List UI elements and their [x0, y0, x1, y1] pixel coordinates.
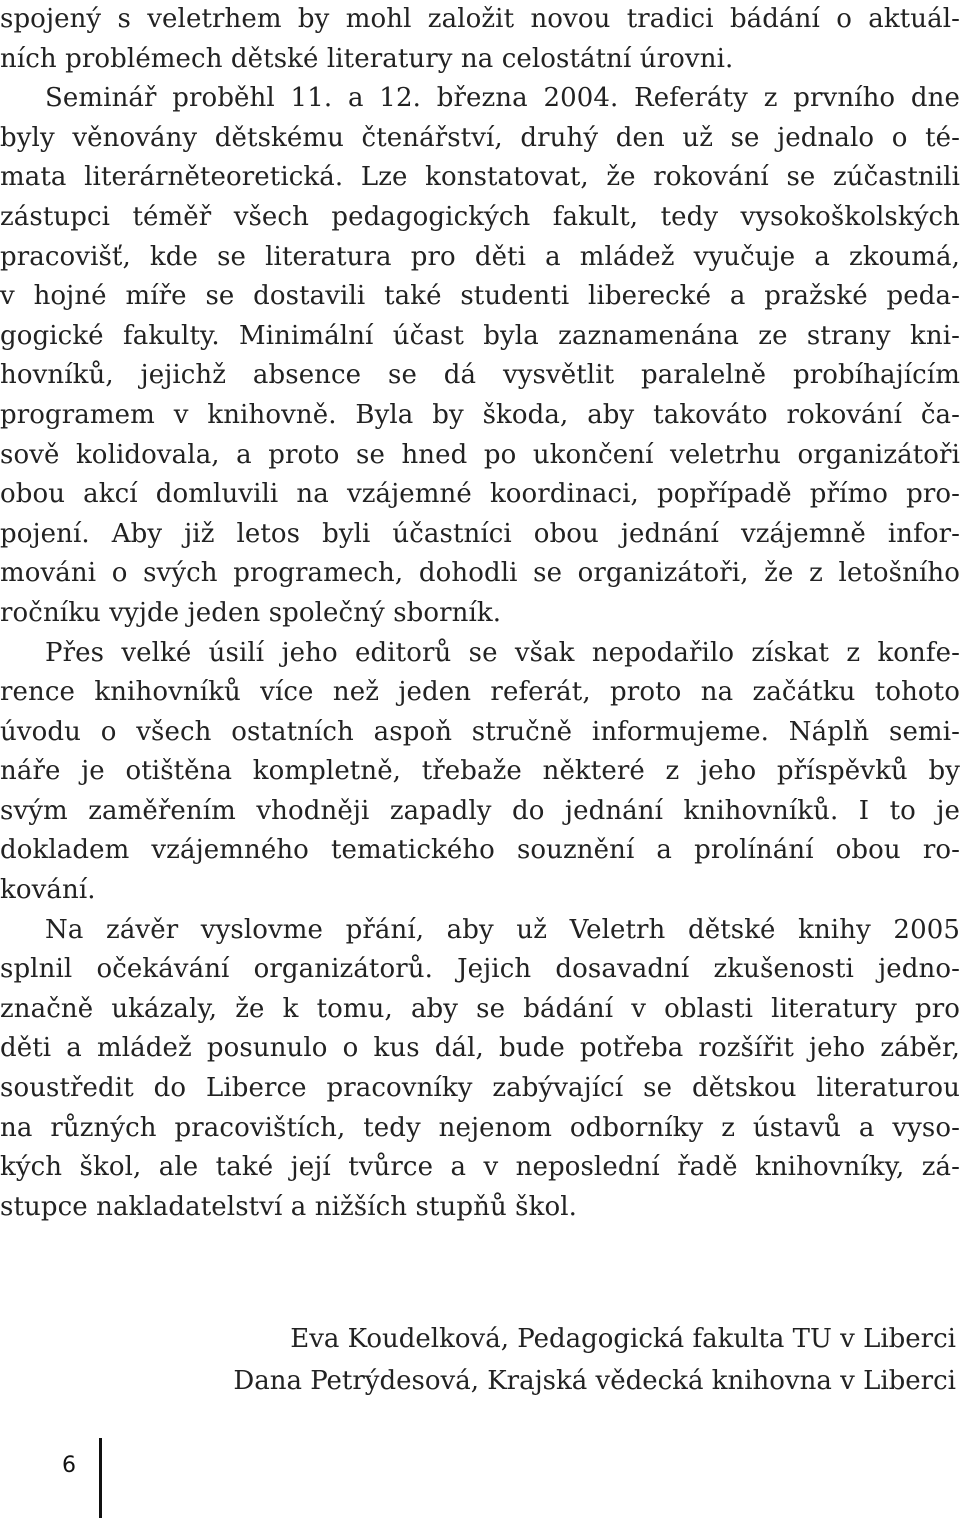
text-line: mata literárněteoretická. Lze konstatovat, že rokování se zúčastnili — [0, 162, 960, 193]
text-line: dokladem vzájemného tematického souznění a prolínání obou ro- — [0, 835, 960, 866]
text-line: mováni o svých programech, dohodli se organizátoři, že z letošního — [0, 558, 960, 589]
text-line: děti a mládež posunulo o kus dál, bude potřeba rozšířit jeho záběr, — [0, 1033, 960, 1064]
text-line: Seminář proběhl 11. a 12. března 2004. Referáty z prvního dne — [45, 83, 960, 114]
text-line: rence knihovníků více než jeden referát, proto na začátku tohoto — [0, 677, 960, 708]
text-line: stupce nakladatelství a nižších stupňů škol. — [0, 1191, 577, 1222]
text-line: úvodu o všech ostatních aspoň stručně informujeme. Náplň semi- — [0, 716, 960, 747]
text-line: programem v knihovně. Byla by škoda, aby takováto rokování ča- — [0, 399, 960, 430]
text-line: gogické fakulty. Minimální účast byla zaznamenána ze strany kni- — [0, 320, 960, 351]
text-line: v hojné míře se dostavili také studenti liberecké a pražské peda- — [0, 281, 960, 312]
text-line: kování. — [0, 875, 96, 906]
text-line: soustředit do Liberce pracovníky zabývající se dětskou literaturou — [0, 1073, 960, 1104]
signature-line: Dana Petrýdesová, Krajská vědecká knihovna v Liberci — [233, 1366, 956, 1396]
page-number-rule — [99, 1438, 102, 1518]
page-number: 6 — [62, 1453, 76, 1478]
text-line: na různých pracovištích, tedy nejenom odborníky z ústavů a vyso- — [0, 1112, 960, 1143]
text-line: ročníku vyjde jeden společný sborník. — [0, 597, 502, 628]
text-line: pracovišť, kde se literatura pro děti a mládež vyučuje a zkoumá, — [0, 241, 960, 272]
text-line: hovníků, jejichž absence se dá vysvětlit paralelně probíhajícím — [0, 360, 960, 391]
text-line: ních problémech dětské literatury na celostátní úrovni. — [0, 43, 734, 74]
text-line: zástupci téměř všech pedagogických fakult, tedy vysokoškolských — [0, 201, 960, 232]
text-line: Na závěr vyslovme přání, aby už Veletrh dětské knihy 2005 — [45, 914, 960, 945]
text-line: značně ukázaly, že k tomu, aby se bádání v oblasti literatury pro — [0, 993, 960, 1024]
text-line: sově kolidovala, a proto se hned po ukončení veletrhu organizátoři — [0, 439, 960, 470]
signature-line: Eva Koudelková, Pedagogická fakulta TU v Liberci — [290, 1324, 956, 1354]
text-line: pojení. Aby již letos byli účastníci obou jednání vzájemně infor- — [0, 518, 960, 549]
text-line: svým zaměřením vhodněji zapadly do jednání knihovníků. I to je — [0, 795, 960, 826]
text-line: byly věnovány dětskému čtenářství, druhý den už se jednalo o té- — [0, 122, 960, 153]
text-line: obou akcí domluvili na vzájemné koordinaci, popřípadě přímo pro- — [0, 479, 960, 510]
text-line: kých škol, ale také její tvůrce a v neposlední řadě knihovníky, zá- — [0, 1152, 960, 1183]
text-line: spojený s veletrhem by mohl založit novou tradici bádání o aktuál- — [0, 4, 960, 34]
text-line: Přes velké úsilí jeho editorů se však nepodařilo získat z konfe- — [45, 637, 960, 668]
text-line: splnil očekávání organizátorů. Jejich dosavadní zkušenosti jedno- — [0, 954, 960, 985]
text-line: náře je otištěna kompletně, třebaže některé z jeho příspěvků by — [0, 756, 960, 787]
author-signatures — [233, 1318, 956, 1402]
